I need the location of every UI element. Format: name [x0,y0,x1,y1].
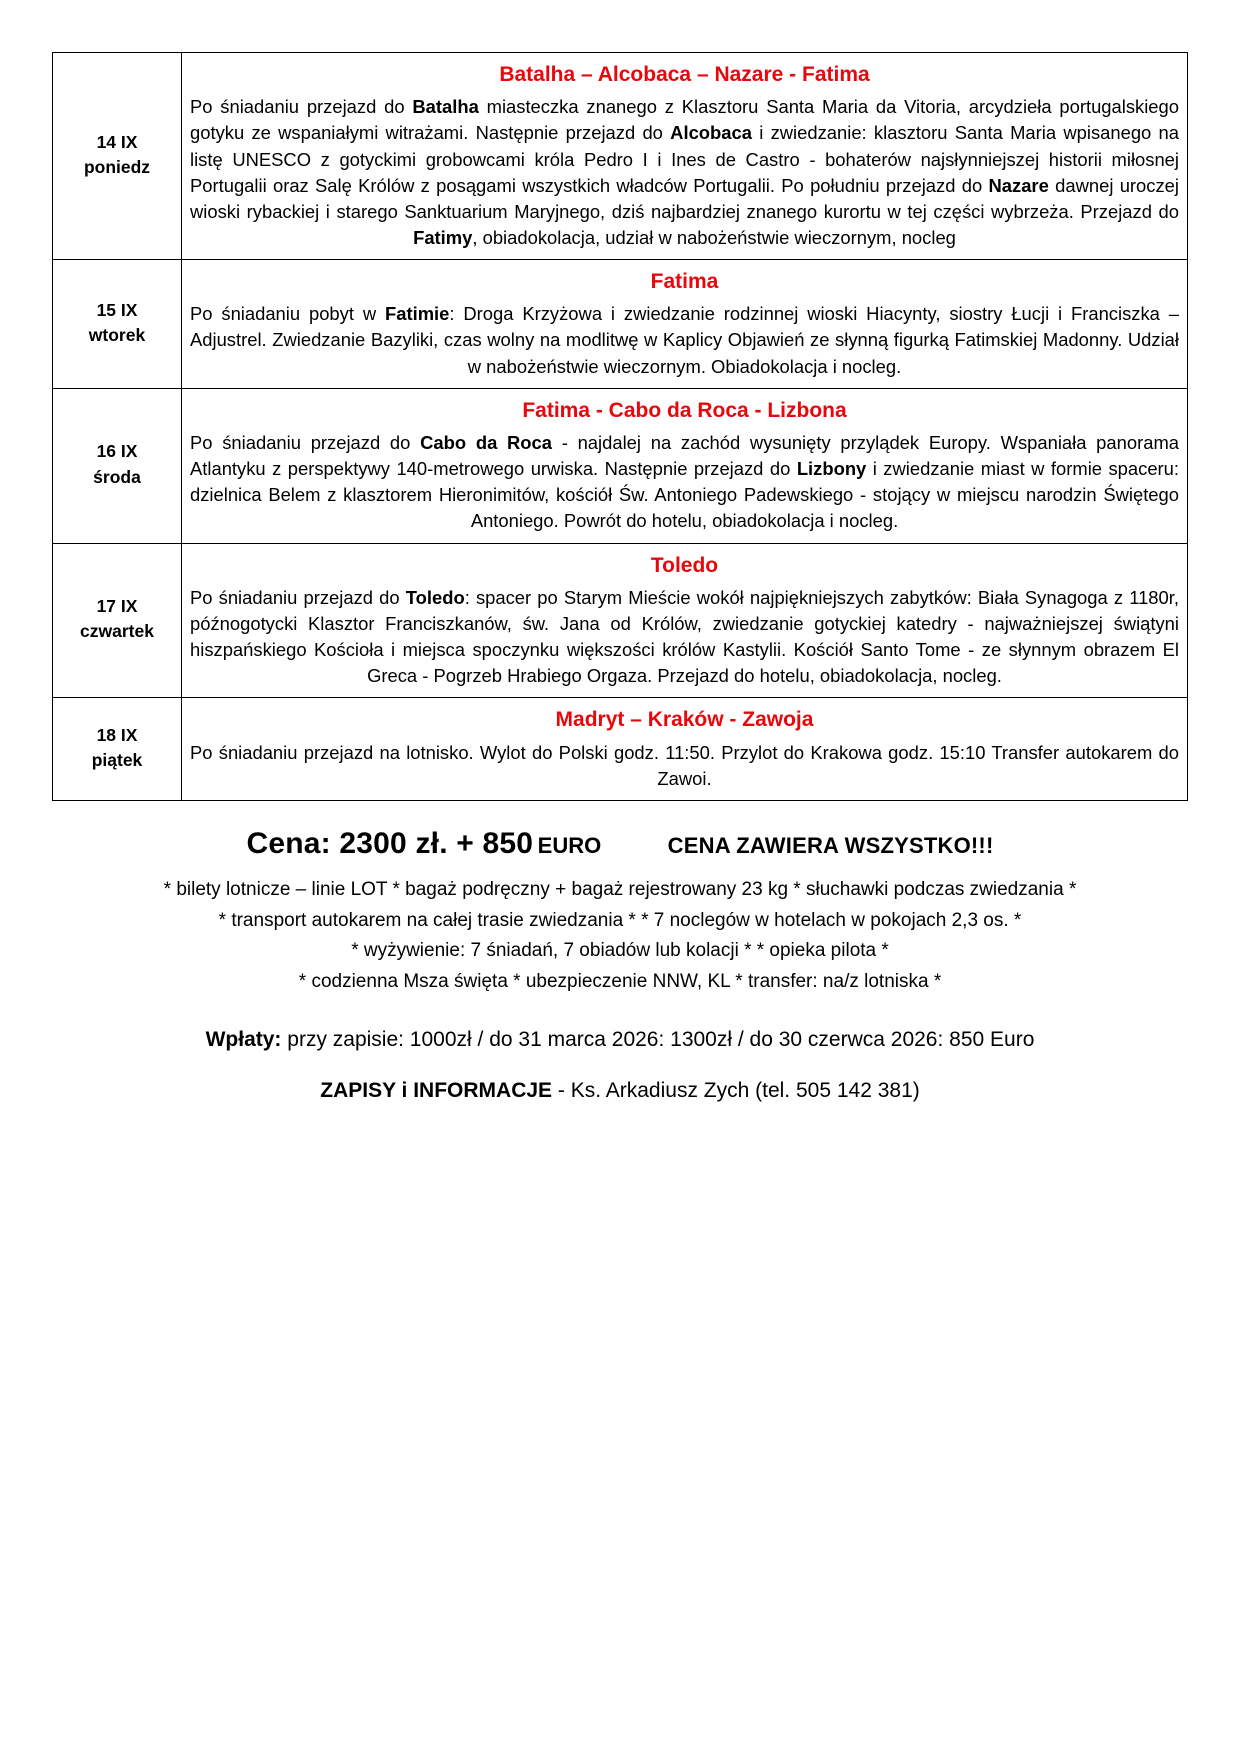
day-body: Po śniadaniu przejazd na lotnisko. Wylot do Polski godz. 11:50. Przylot do Krakowa godz. 15:10 Transfer autokarem do Zawoi. [190,741,1179,789]
price-line [52,827,1188,861]
table-row [53,698,1188,801]
contact-text: - Ks. Arkadiusz Zych (tel. 505 142 381) [552,1079,920,1103]
day-title: Fatima [650,270,719,294]
table-row [53,388,1188,543]
day-title: Batalha – Alcobaca – Nazare - Fatima [499,63,870,86]
day-date: 15 IX [96,299,138,320]
day-date: 16 IX [96,441,138,462]
includes-line: * codzienna Msza święta * ubezpieczenie NNW, KL * transfer: na/z lotniska * [298,971,942,993]
payments-text: przy zapisie: 1000zł / do 31 marca 2026: 1300zł / do 30 czerwca 2026: 850 Euro [287,1027,1035,1051]
itinerary-table-body [53,53,1188,801]
day-cell [53,698,182,801]
table-row [53,543,1188,698]
day-weekday: wtorek [88,324,146,345]
day-body: Po śniadaniu przejazd do Batalha miasteczka znanego z Klasztoru Santa Maria da Vitoria, arcydzieła portugalskiego gotyku ze wspaniałymi witrażami. Następnie przejazd do Alcobaca i zwiedzanie: klasztoru Santa Maria wpisanego na listę UNESCO z gotyckimi grobowcami króla Pedro I i Ines de Castro - bohaterów najsłynniejszej historii miłosnej Portugalii oraz Salę Królów z posągami wszystkich władców Portugalii. Po południu przejazd do Nazare dawnej uroczej wioski rybackiej i starego Sanktuarium Maryjnego, dziś najbardziej znanego kurortu w tej części wybrzeża. Przejazd do Fatimy, obiadokolacja, udział w nabożeństwie wieczornym, nocleg [190,96,1179,248]
day-title: Toledo [650,553,719,577]
day-weekday: poniedz [83,157,151,178]
day-date: 18 IX [96,724,138,745]
day-weekday: środa [93,466,141,487]
day-date: 14 IX [96,131,138,152]
price-amount: Cena: 2300 zł. + 850 [246,826,534,860]
day-cell [53,388,182,543]
description-cell [182,543,1188,698]
day-title: Fatima - Cabo da Roca - Lizbona [522,398,847,422]
description-cell [182,260,1188,389]
payments-label: Wpłaty: [205,1027,282,1051]
day-body: Po śniadaniu przejazd do Toledo: spacer po Starym Mieście wokół najpiękniejszych zabytków: Biała Synagoga z 1180r, późnogotycki Klasztor Franciszkanów, św. Jana od Królów, zwiedzanie gotyckiej katedry - najważniejszej świątyni hiszpańskiego Kościoła i miejsca spoczynku większości królów Kastylii. Kościół Santo Tome - ze słynnym obrazem El Greca - Pogrzeb Hrabiego Orgaza. Przejazd do hotelu, obiadokolacja, nocleg. [190,586,1179,687]
day-cell [53,543,182,698]
day-cell [53,53,182,260]
price-note: CENA ZAWIERA WSZYSTKO!!! [667,832,994,858]
table-row [53,260,1188,389]
day-title: Madryt – Kraków - Zawoja [555,708,814,732]
day-body: Po śniadaniu pobyt w Fatimie: Droga Krzyżowa i zwiedzanie rodzinnej wioski Hiacynty, siostry Łucji i Franciszka – Adjustrel. Zwiedzanie Bazyliki, czas wolny na modlitwę w Kaplicy Objawień ze słynną figurką Fatimskiej Madonny. Udział w nabożeństwie wieczornym. Obiadokolacja i nocleg. [190,303,1179,377]
description-cell [182,698,1188,801]
includes-line: * bilety lotnicze – linie LOT * bagaż podręczny + bagaż rejestrowany 23 kg * słuchawki podczas zwiedzania * [163,878,1077,900]
itinerary-table [52,52,1188,801]
price-currency: EURO [537,832,602,858]
contact-line [52,1075,1188,1107]
description-cell [182,388,1188,543]
day-cell [53,260,182,389]
contact-label: ZAPISY i INFORMACJE [320,1079,553,1103]
includes-line: * wyżywienie: 7 śniadań, 7 obiadów lub kolacji * * opieka pilota * [351,940,889,962]
day-date: 17 IX [96,596,138,617]
day-weekday: piątek [91,750,143,771]
description-cell [182,53,1188,260]
day-weekday: czwartek [80,621,154,642]
payments-line [52,1024,1188,1056]
includes-line: * transport autokarem na całej trasie zwiedzania * * 7 noclegów w hotelach w pokojach 2,3 os. * [218,909,1022,931]
day-body: Po śniadaniu przejazd do Cabo da Roca - najdalej na zachód wysunięty przylądek Europy. Wspaniała panorama Atlantyku z perspektywy 140-metrowego urwiska. Następnie przejazd do Lizbony i zwiedzanie miast w formie spaceru: dzielnica Belem z klasztorem Hieronimitów, kościół Św. Antoniego Padewskiego - stojący w miejscu narodzin Świętego Antoniego. Powrót do hotelu, obiadokolacja i nocleg. [190,432,1180,532]
table-row [53,53,1188,260]
includes-list [52,875,1188,998]
